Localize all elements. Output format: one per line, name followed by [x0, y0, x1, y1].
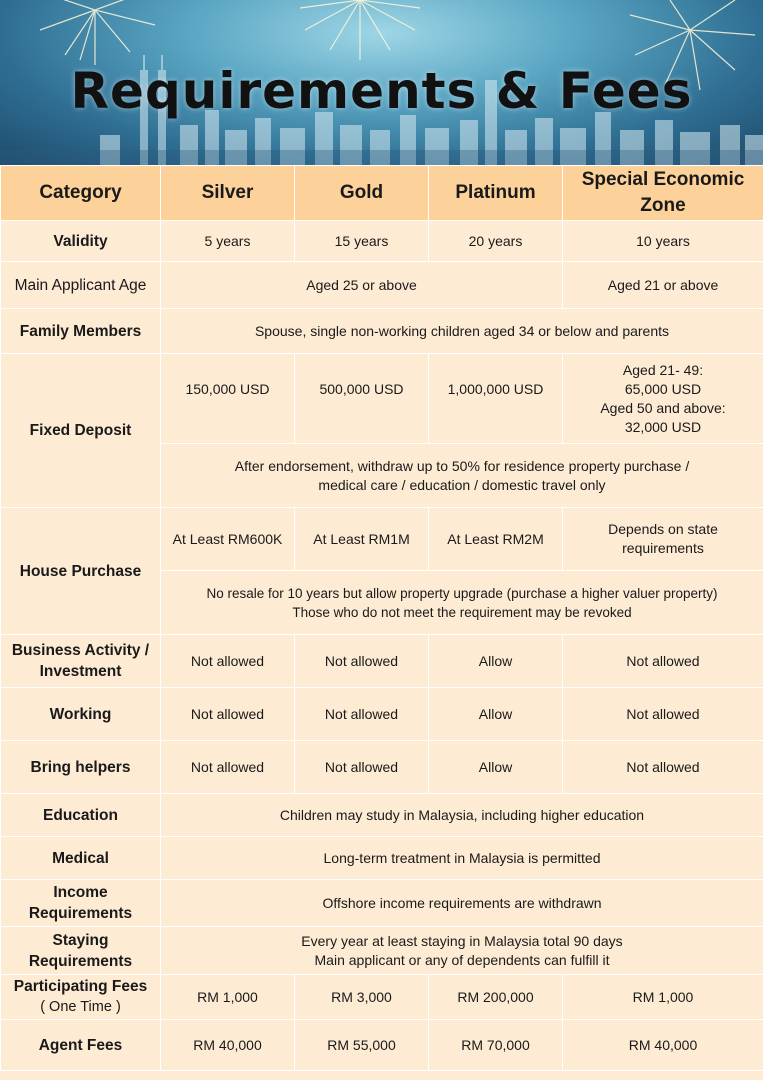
label-agent-fees: Agent Fees [1, 1020, 161, 1071]
row-validity [1, 221, 763, 262]
house-note-line1: No resale for 10 years but allow property upgrade (purchase a higher valuer property) [206, 585, 718, 601]
row-participating-fees [1, 975, 763, 1020]
row-family [1, 309, 763, 354]
cell-working-platinum: Allow [429, 688, 563, 741]
cell-house-sez: Depends on state requirements [563, 508, 763, 571]
cell-business-platinum: Allow [429, 635, 563, 688]
row-deposit [1, 354, 763, 444]
requirements-table [0, 165, 763, 1071]
cell-working-silver: Not allowed [161, 688, 295, 741]
row-agent-fees [1, 1020, 763, 1071]
cell-validity-sez: 10 years [563, 221, 763, 262]
participating-fees-label: Participating Fees [13, 978, 148, 995]
label-validity: Validity [1, 221, 161, 262]
cell-helpers-platinum: Allow [429, 741, 563, 794]
header-special-economic-zone: Special Economic Zone [563, 166, 763, 221]
header-silver: Silver [161, 166, 295, 221]
deposit-sez-line3: Aged 50 and above: [600, 399, 726, 416]
cell-validity-silver: 5 years [161, 221, 295, 262]
row-income [1, 880, 763, 927]
banner [0, 0, 763, 165]
cell-working-sez: Not allowed [563, 688, 763, 741]
deposit-note-line1: After endorsement, withdraw up to 50% for residence property purchase / [234, 457, 690, 474]
label-education: Education [1, 794, 161, 837]
staying-line2: Main applicant or any of dependents can fulfill it [314, 951, 610, 968]
cell-age-main: Aged 25 or above [161, 262, 563, 309]
label-main-applicant-age: Main Applicant Age [1, 262, 161, 309]
cell-helpers-silver: Not allowed [161, 741, 295, 794]
label-medical: Medical [1, 837, 161, 880]
label-house-purchase: House Purchase [1, 508, 161, 635]
cell-deposit-sez [563, 354, 763, 444]
row-helpers [1, 741, 763, 794]
label-working: Working [1, 688, 161, 741]
cell-deposit-platinum: 1,000,000 USD [429, 354, 563, 444]
cell-working-gold: Not allowed [295, 688, 429, 741]
cell-house-note [161, 571, 763, 635]
cell-deposit-note [161, 444, 763, 508]
header-platinum: Platinum [429, 166, 563, 221]
row-working [1, 688, 763, 741]
header-gold: Gold [295, 166, 429, 221]
deposit-sez-line1: Aged 21- 49: [622, 361, 704, 378]
row-age [1, 262, 763, 309]
label-income-requirements: Income Requirements [1, 880, 161, 927]
staying-line1: Every year at least staying in Malaysia total 90 days [301, 932, 623, 949]
participating-fees-sublabel: ( One Time ) [40, 999, 121, 1015]
cell-participating-sez: RM 1,000 [563, 975, 763, 1020]
row-medical [1, 837, 763, 880]
cell-medical: Long-term treatment in Malaysia is permitted [161, 837, 763, 880]
label-staying-requirements: Staying Requirements [1, 927, 161, 975]
cell-family: Spouse, single non-working children aged 34 or below and parents [161, 309, 763, 354]
label-participating-fees [1, 975, 161, 1020]
row-house [1, 508, 763, 571]
house-note-line2: Those who do not meet the requirement may be revoked [292, 604, 632, 620]
cell-agent-gold: RM 55,000 [295, 1020, 429, 1071]
cell-helpers-sez: Not allowed [563, 741, 763, 794]
cell-agent-sez: RM 40,000 [563, 1020, 763, 1071]
deposit-sez-line2: 65,000 USD [624, 380, 702, 397]
cell-house-gold: At Least RM1M [295, 508, 429, 571]
label-fixed-deposit: Fixed Deposit [1, 354, 161, 508]
row-education [1, 794, 763, 837]
cell-staying [161, 927, 763, 975]
cell-income: Offshore income requirements are withdrawn [161, 880, 763, 927]
cell-education: Children may study in Malaysia, including higher education [161, 794, 763, 837]
cell-deposit-silver: 150,000 USD [161, 354, 295, 444]
cell-agent-silver: RM 40,000 [161, 1020, 295, 1071]
row-staying [1, 927, 763, 975]
header-row [1, 166, 763, 221]
cell-participating-gold: RM 3,000 [295, 975, 429, 1020]
label-business-activity: Business Activity / Investment [1, 635, 161, 688]
cell-participating-silver: RM 1,000 [161, 975, 295, 1020]
row-business [1, 635, 763, 688]
cell-participating-platinum: RM 200,000 [429, 975, 563, 1020]
cell-house-silver: At Least RM600K [161, 508, 295, 571]
cell-business-gold: Not allowed [295, 635, 429, 688]
cell-age-sez: Aged 21 or above [563, 262, 763, 309]
label-family-members: Family Members [1, 309, 161, 354]
cell-helpers-gold: Not allowed [295, 741, 429, 794]
header-category: Category [1, 166, 161, 221]
deposit-note-line2: medical care / education / domestic travel only [318, 476, 606, 493]
cell-validity-platinum: 20 years [429, 221, 563, 262]
cell-validity-gold: 15 years [295, 221, 429, 262]
cell-agent-platinum: RM 70,000 [429, 1020, 563, 1071]
cell-deposit-gold: 500,000 USD [295, 354, 429, 444]
cell-house-platinum: At Least RM2M [429, 508, 563, 571]
label-bring-helpers: Bring helpers [1, 741, 161, 794]
cell-business-sez: Not allowed [563, 635, 763, 688]
deposit-sez-line4: 32,000 USD [624, 418, 702, 435]
page-title: Requirements & Fees [70, 62, 693, 120]
cell-business-silver: Not allowed [161, 635, 295, 688]
